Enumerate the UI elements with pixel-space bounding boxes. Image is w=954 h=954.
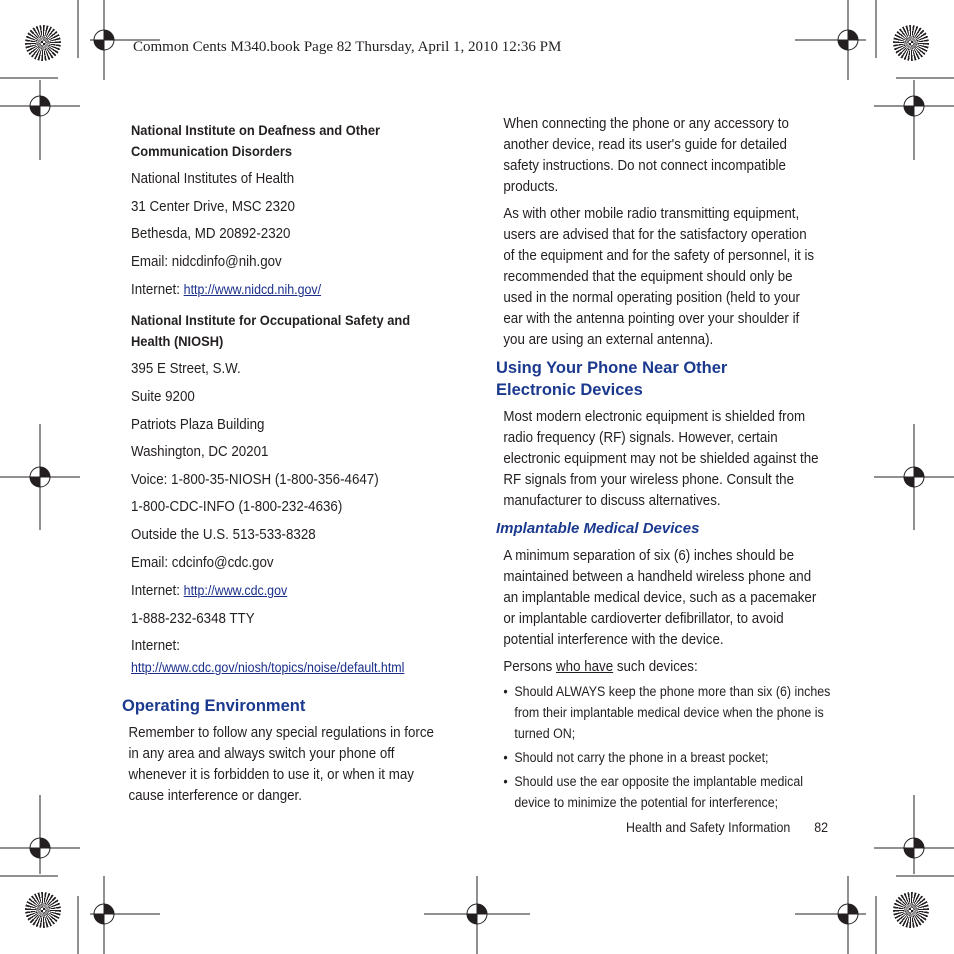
text-line: electronic equipment may not be shielded against the	[503, 451, 819, 467]
text-line: turned ON;	[514, 726, 576, 741]
address-line: National Institutes of Health	[131, 171, 295, 187]
bullet-list-wrap	[496, 681, 841, 813]
text-line: As with other mobile radio transmitting equipment,	[503, 206, 800, 222]
phone-line: Outside the U.S. 513-533-8328	[131, 526, 316, 543]
page-footer	[626, 820, 828, 835]
text-line: When connecting the phone or any accessory to	[503, 116, 789, 132]
underlined-text: who have	[556, 659, 614, 675]
bullet-icon: •	[503, 750, 508, 765]
phone-line: 1-800-CDC-INFO (1-800-232-4636)	[131, 499, 343, 516]
paragraph	[496, 407, 841, 512]
address-line: Patriots Plaza Building	[131, 416, 265, 433]
text-line: safety instructions. Do not connect incompatible	[503, 158, 786, 174]
address-line: Bethesda, MD 20892-2320	[131, 226, 291, 243]
text-line: from their implantable medical device when the phone is	[514, 705, 824, 720]
org-title-line: National Institute for Occupational Safety and	[131, 312, 411, 329]
org-title-line: Communication Disorders	[131, 143, 293, 159]
paragraph	[496, 546, 841, 651]
paragraph	[496, 204, 841, 351]
tty-line: 1-888-232-6348 TTY	[131, 610, 255, 627]
text-line: an implantable medical device, such as a pacemaker	[503, 590, 817, 606]
section-heading: Operating Environment	[122, 697, 306, 716]
text-line: cause interference or danger.	[128, 788, 302, 805]
paragraph	[496, 114, 841, 198]
bullet-icon: •	[503, 774, 508, 789]
bullet-icon: •	[503, 684, 508, 699]
text-line: device to minimize the potential for interference;	[514, 795, 779, 810]
text-line: radio frequency (RF) signals. However, certain	[503, 430, 778, 446]
internet-label: Internet:	[131, 583, 184, 600]
niosh-noise-link[interactable]: http://www.cdc.gov/niosh/topics/noise/default.html	[131, 660, 405, 676]
text-line: potential interference with the device.	[503, 632, 724, 648]
text-line: Most modern electronic equipment is shielded from	[503, 409, 806, 425]
text-line: A minimum separation of six (6) inches should be	[503, 548, 795, 564]
operating-section	[122, 695, 452, 807]
text-line: recommended that the equipment should only be	[503, 269, 793, 285]
text-fragment: such devices:	[613, 659, 698, 675]
text-line: maintained between a handheld wireless phone and	[503, 569, 812, 585]
cdc-website-link[interactable]: http://www.cdc.gov	[183, 583, 288, 599]
phone-line: Voice: 1-800-35-NIOSH (1-800-356-4647)	[131, 471, 379, 488]
internet-line	[131, 657, 459, 679]
email-line: Email: nidcdinfo@nih.gov	[131, 253, 282, 270]
persons-line	[496, 657, 841, 678]
subsection-heading: Implantable Medical Devices	[496, 520, 700, 537]
org-title-niosh	[131, 310, 459, 352]
text-line: Should not carry the phone in a breast pocket;	[514, 750, 769, 765]
text-line: you are using an external antenna).	[503, 332, 714, 348]
text-line: or implantable cardioverter defibrillator, to avoid	[503, 611, 784, 627]
footer-section-title: Health and Safety Information	[626, 820, 791, 835]
internet-line	[131, 279, 459, 301]
nidcd-website-link[interactable]: http://www.nidcd.nih.gov/	[183, 282, 322, 298]
internet-label: Internet:	[131, 282, 184, 299]
internet-line	[131, 580, 459, 602]
left-column	[122, 120, 461, 807]
text-line: used in the normal operating position (held to your	[503, 290, 800, 306]
text-line: products.	[503, 179, 559, 195]
left-column-text	[131, 120, 459, 679]
list-item	[503, 771, 841, 813]
text-line: another device, read its user's guide for detailed	[503, 137, 787, 153]
page-number: 82	[814, 820, 829, 835]
email-line: Email: cdcinfo@cdc.gov	[131, 554, 274, 571]
section-heading	[496, 357, 836, 401]
right-column	[496, 114, 836, 816]
text-line: whenever it is forbidden to use it, or when it may	[128, 767, 414, 784]
org-title-nidcd	[131, 120, 459, 162]
list-item	[503, 747, 841, 768]
address-line: Suite 9200	[131, 388, 195, 405]
text-line: of the equipment and for the safety of personnel, it is	[503, 248, 815, 264]
text-line: users are advised that for the satisfactory operation	[503, 227, 807, 243]
text-line: in any area and always switch your phone off	[128, 746, 395, 763]
section-heading-line: Using Your Phone Near Other	[496, 359, 728, 377]
text-line: ear with the antenna pointing over your shoulder if	[503, 311, 800, 327]
text-line: manufacturer to discuss alternatives.	[503, 493, 721, 509]
text-line: Should ALWAYS keep the phone more than six (6) inches	[514, 684, 831, 699]
text-line: Should use the ear opposite the implantable medical	[514, 774, 804, 789]
section-heading-line: Electronic Devices	[496, 381, 643, 399]
bullet-list	[503, 681, 841, 813]
text-line: RF signals from your wireless phone. Consult the	[503, 472, 795, 488]
internet-label: Internet:	[131, 638, 180, 655]
print-header: Common Cents M340.book Page 82 Thursday, April 1, 2010 12:36 PM	[133, 39, 562, 55]
org-title-line: Health (NIOSH)	[131, 333, 224, 350]
text-fragment: Persons	[503, 659, 557, 675]
address-line: 395 E Street, S.W.	[131, 361, 241, 378]
address-line: 31 Center Drive, MSC 2320	[131, 198, 295, 215]
operating-paragraph	[122, 723, 456, 807]
text-line: Remember to follow any special regulations in force	[128, 725, 434, 742]
org-title-line: National Institute on Deafness and Other	[131, 122, 381, 138]
address-line: Washington, DC 20201	[131, 444, 269, 461]
list-item	[503, 681, 841, 744]
